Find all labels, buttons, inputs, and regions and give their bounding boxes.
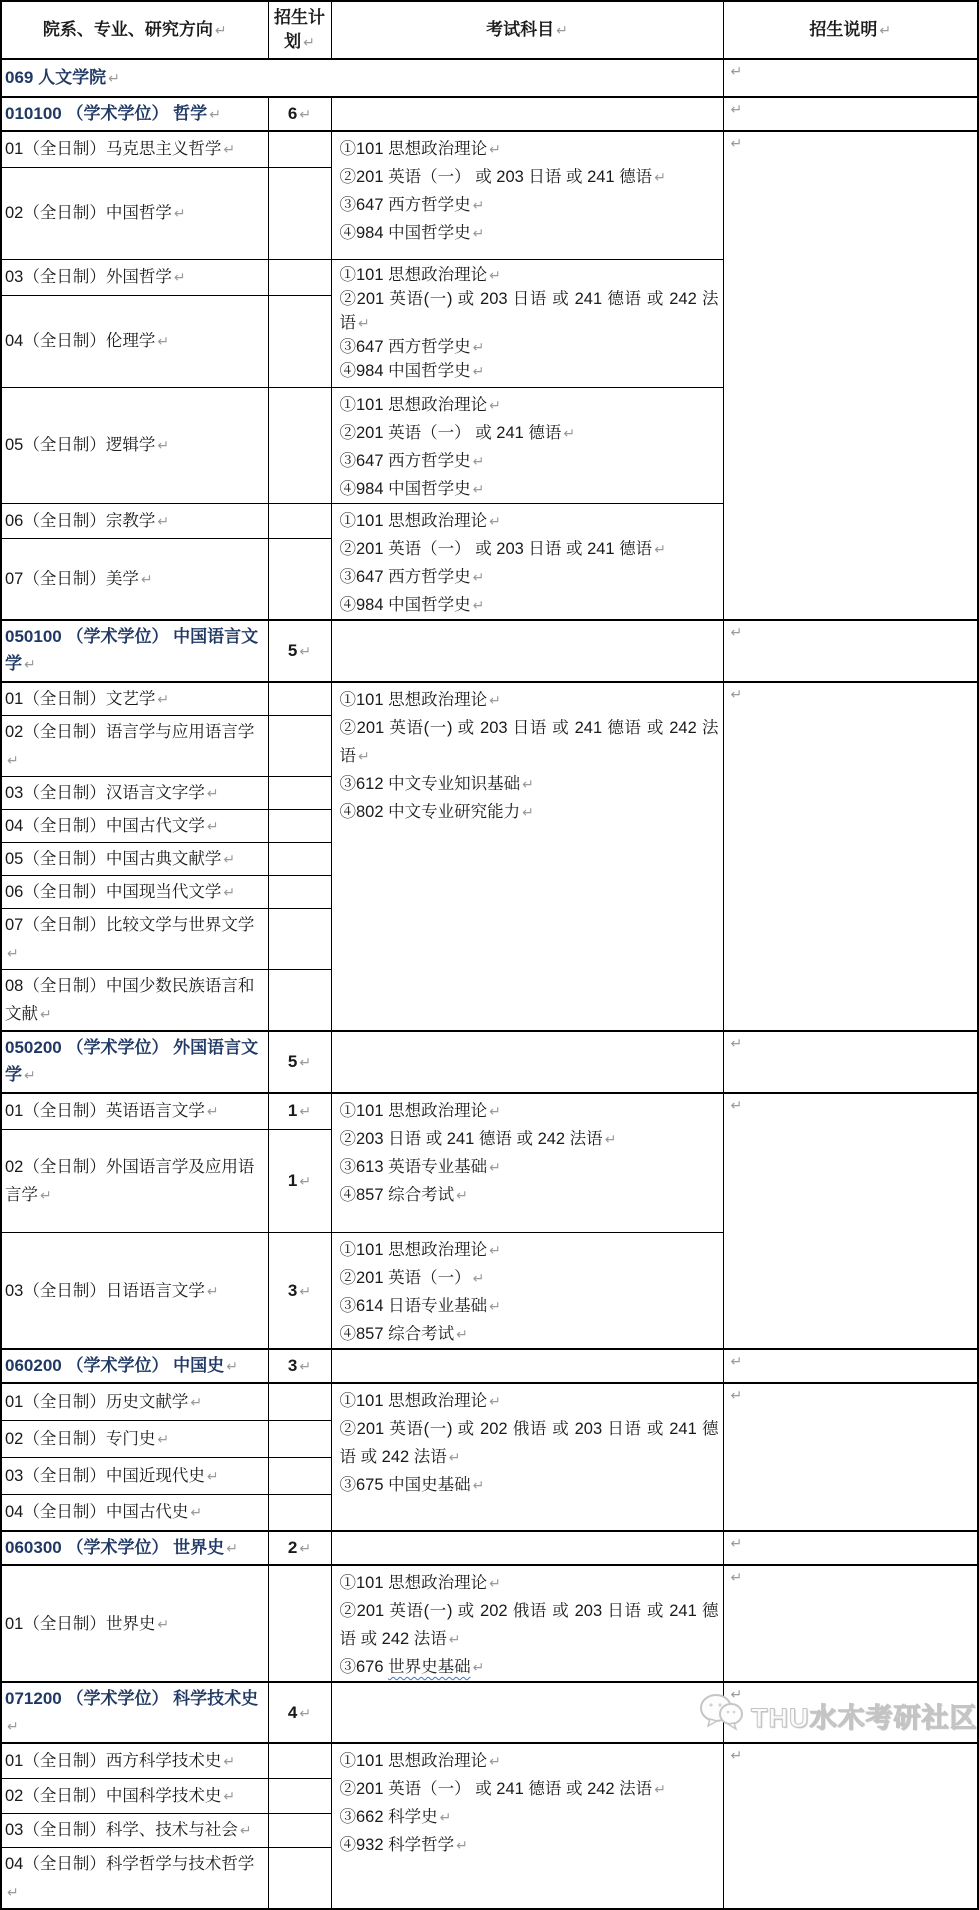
program-row bbox=[1, 97, 978, 131]
exam-line: ③613 英语专业基础 ↵ bbox=[339, 1157, 501, 1176]
exam-line: ①101 思想政治理论 ↵ bbox=[339, 690, 501, 709]
direction-quota bbox=[268, 131, 331, 167]
direction-quota bbox=[268, 259, 331, 295]
note-cell: ↵ bbox=[723, 1531, 978, 1565]
direction-quota bbox=[268, 842, 331, 875]
exam-empty-cell bbox=[331, 1531, 723, 1565]
note-cell: ↵ bbox=[723, 1349, 978, 1383]
exam-line: ②201 英语（一） ↵ bbox=[339, 1269, 485, 1287]
exam-line: ④984 中国哲学史 ↵ bbox=[339, 595, 485, 614]
exam-empty-cell bbox=[331, 620, 723, 682]
direction-label: 08（全日制）中国少数民族语言和文献 ↵ bbox=[1, 969, 268, 1031]
exam-subjects-cell bbox=[331, 387, 723, 503]
direction-label: 02（全日制）中国科学技术史 ↵ bbox=[1, 1778, 268, 1813]
exam-subjects-cell bbox=[331, 682, 723, 1031]
direction-label: 02（全日制）中国哲学 ↵ bbox=[1, 167, 268, 259]
direction-label: 01（全日制）文艺学 ↵ bbox=[1, 682, 268, 716]
direction-quota bbox=[268, 538, 331, 619]
pilcrow-mark: ↵ bbox=[303, 34, 315, 50]
note-cell: ↵ bbox=[723, 131, 978, 620]
exam-subjects-cell bbox=[331, 131, 723, 259]
direction-label: 02（全日制）语言学与应用语言学↵ bbox=[1, 715, 268, 776]
exam-line: ①101 思想政治理论 ↵ bbox=[339, 511, 501, 530]
header-admission-notes: 招生说明 ↵ bbox=[723, 1, 978, 59]
exam-subjects-cell bbox=[331, 1093, 723, 1233]
direction-label: 03（全日制）汉语言文字学 ↵ bbox=[1, 776, 268, 809]
program-label: 060200 （学术学位） 中国史 ↵ bbox=[1, 1349, 268, 1383]
exam-subjects-cell bbox=[331, 259, 723, 387]
direction-label: 04（全日制）科学哲学与技术哲学↵ bbox=[1, 1847, 268, 1909]
note-cell: ↵ bbox=[723, 1743, 978, 1909]
note-cell: ↵ bbox=[723, 682, 978, 1031]
note-cell: ↵ bbox=[723, 620, 978, 682]
direction-quota bbox=[268, 1813, 331, 1847]
direction-quota bbox=[268, 1778, 331, 1813]
exam-line: ①101 思想政治理论 ↵ bbox=[339, 395, 501, 414]
spellcheck-underline: 世界史基础 bbox=[388, 1658, 471, 1676]
direction-quota bbox=[268, 809, 331, 842]
program-quota: 5 ↵ bbox=[268, 1031, 331, 1093]
exam-line: ①101 思想政治理论 ↵ bbox=[339, 265, 501, 284]
exam-line: ③675 中国史基础 ↵ bbox=[339, 1476, 485, 1494]
exam-line: ③614 日语专业基础 ↵ bbox=[339, 1297, 501, 1315]
program-quota: 3 ↵ bbox=[268, 1349, 331, 1383]
direction-row bbox=[1, 1383, 978, 1420]
exam-line: ④984 中国哲学史 ↵ bbox=[339, 361, 485, 380]
program-row bbox=[1, 1682, 978, 1743]
direction-quota bbox=[268, 875, 331, 908]
exam-subjects-cell bbox=[331, 1743, 723, 1909]
direction-label: 05（全日制）中国古典文献学 ↵ bbox=[1, 842, 268, 875]
direction-quota bbox=[268, 715, 331, 776]
direction-row bbox=[1, 682, 978, 716]
direction-row bbox=[1, 1093, 978, 1130]
exam-line: ③647 西方哲学史 ↵ bbox=[339, 196, 485, 214]
exam-subjects-cell bbox=[331, 1233, 723, 1350]
program-row bbox=[1, 1531, 978, 1565]
exam-line: ④802 中文专业研究能力 ↵ bbox=[339, 802, 534, 821]
direction-label: 07（全日制）美学 ↵ bbox=[1, 538, 268, 619]
direction-quota bbox=[268, 682, 331, 716]
program-row bbox=[1, 620, 978, 682]
exam-line: ②201 英语(一) 或 202 俄语 或 203 日语 或 241 德语 或 242 法语 ↵ bbox=[339, 1602, 719, 1648]
direction-quota bbox=[268, 1420, 331, 1457]
exam-line: ①101 思想政治理论 ↵ bbox=[339, 1101, 501, 1120]
exam-line: ②201 英语（一） 或 241 德语 ↵ bbox=[339, 423, 576, 442]
note-cell: ↵ bbox=[723, 1093, 978, 1350]
table-header-row bbox=[1, 1, 978, 59]
direction-quota bbox=[268, 1383, 331, 1420]
exam-line: ②201 英语（一） 或 203 日语 或 241 德语 ↵ bbox=[339, 168, 666, 186]
exam-empty-cell bbox=[331, 1349, 723, 1383]
program-quota: 2 ↵ bbox=[268, 1531, 331, 1565]
exam-subjects-cell bbox=[331, 503, 723, 620]
note-cell: ↵ bbox=[723, 1383, 978, 1531]
direction-label: 03（全日制）日语语言文学 ↵ bbox=[1, 1233, 268, 1350]
exam-line: ③676 世界史基础 ↵ bbox=[339, 1658, 485, 1676]
direction-quota bbox=[268, 1457, 331, 1494]
direction-label: 01（全日制）英语语言文学 ↵ bbox=[1, 1093, 268, 1130]
exam-line: ③647 西方哲学史 ↵ bbox=[339, 337, 485, 356]
direction-quota bbox=[268, 1847, 331, 1909]
direction-label: 04（全日制）伦理学 ↵ bbox=[1, 295, 268, 387]
program-label: 050100 （学术学位） 中国语言文学 ↵ bbox=[1, 620, 268, 682]
college-row bbox=[1, 59, 978, 97]
exam-line: ④857 综合考试 ↵ bbox=[339, 1325, 468, 1343]
direction-quota bbox=[268, 908, 331, 969]
direction-quota bbox=[268, 1565, 331, 1682]
direction-quota bbox=[268, 387, 331, 503]
exam-line: ③612 中文专业知识基础 ↵ bbox=[339, 774, 534, 793]
watermark-text: THU水木考研社区 bbox=[751, 1703, 978, 1733]
exam-line: ④857 综合考试 ↵ bbox=[339, 1185, 468, 1204]
header-quota: 招生计划 ↵ bbox=[268, 1, 331, 59]
program-label: 010100 （学术学位） 哲学 ↵ bbox=[1, 97, 268, 131]
exam-line: ②203 日语 或 241 德语 或 242 法语 ↵ bbox=[339, 1129, 617, 1148]
exam-line: ②201 英语(一) 或 203 日语 或 241 德语 或 242 法语 ↵ bbox=[339, 289, 719, 332]
exam-line: ③647 西方哲学史 ↵ bbox=[339, 451, 485, 470]
exam-line: ③662 科学史 ↵ bbox=[339, 1808, 452, 1826]
exam-line: ①101 思想政治理论 ↵ bbox=[339, 1574, 501, 1592]
exam-line: ④932 科学哲学 ↵ bbox=[339, 1836, 468, 1854]
direction-label: 01（全日制）历史文献学 ↵ bbox=[1, 1383, 268, 1420]
program-quota: 4 ↵ bbox=[268, 1682, 331, 1743]
note-cell: ↵ bbox=[723, 1682, 978, 1743]
pilcrow-mark: ↵ bbox=[879, 22, 892, 38]
program-label: 050200 （学术学位） 外国语言文学 ↵ bbox=[1, 1031, 268, 1093]
direction-label: 02（全日制）专门史 ↵ bbox=[1, 1420, 268, 1457]
pilcrow-mark: ↵ bbox=[214, 22, 227, 38]
note-cell: ↵ bbox=[723, 97, 978, 131]
header-department: 院系、专业、研究方向 ↵ bbox=[1, 1, 268, 59]
direction-label: 04（全日制）中国古代文学 ↵ bbox=[1, 809, 268, 842]
exam-line: ①101 思想政治理论 ↵ bbox=[339, 140, 501, 158]
direction-quota bbox=[268, 1494, 331, 1531]
direction-label: 06（全日制）宗教学 ↵ bbox=[1, 503, 268, 538]
pilcrow-mark: ↵ bbox=[556, 22, 568, 38]
exam-line: ①101 思想政治理论 ↵ bbox=[339, 1752, 501, 1770]
exam-line: ④984 中国哲学史 ↵ bbox=[339, 479, 485, 498]
direction-quota bbox=[268, 503, 331, 538]
direction-label: 05（全日制）逻辑学 ↵ bbox=[1, 387, 268, 503]
college-label: 069 人文学院 ↵ bbox=[1, 59, 723, 97]
program-quota: 6 ↵ bbox=[268, 97, 331, 131]
direction-row bbox=[1, 131, 978, 167]
exam-line: ②201 英语(一) 或 202 俄语 或 203 日语 或 241 德语 或 242 法语 ↵ bbox=[339, 1420, 719, 1466]
exam-line: ③647 西方哲学史 ↵ bbox=[339, 567, 485, 586]
direction-label: 01（全日制）西方科学技术史 ↵ bbox=[1, 1743, 268, 1778]
direction-label: 03（全日制）外国哲学 ↵ bbox=[1, 259, 268, 295]
exam-line: ②201 英语（一） 或 203 日语 或 241 德语 ↵ bbox=[339, 539, 666, 558]
exam-line: ①101 思想政治理论 ↵ bbox=[339, 1392, 501, 1410]
program-row bbox=[1, 1349, 978, 1383]
program-label: 060300 （学术学位） 世界史 ↵ bbox=[1, 1531, 268, 1565]
direction-quota bbox=[268, 776, 331, 809]
exam-line: ①101 思想政治理论 ↵ bbox=[339, 1241, 501, 1259]
program-label: 071200 （学术学位） 科学技术史↵ bbox=[1, 1682, 268, 1743]
direction-quota bbox=[268, 167, 331, 259]
header-exam-subjects: 考试科目 ↵ bbox=[331, 1, 723, 59]
direction-row bbox=[1, 1743, 978, 1778]
direction-quota bbox=[268, 295, 331, 387]
direction-label: 03（全日制）中国近现代史 ↵ bbox=[1, 1457, 268, 1494]
program-quota: 5 ↵ bbox=[268, 620, 331, 682]
program-row bbox=[1, 1031, 978, 1093]
direction-quota: 1 ↵ bbox=[268, 1093, 331, 1130]
direction-label: 02（全日制）外国语言学及应用语言学 ↵ bbox=[1, 1130, 268, 1233]
exam-line: ④984 中国哲学史 ↵ bbox=[339, 224, 485, 242]
direction-label: 01（全日制）世界史 ↵ bbox=[1, 1565, 268, 1682]
direction-quota: 1 ↵ bbox=[268, 1130, 331, 1233]
direction-label: 03（全日制）科学、技术与社会 ↵ bbox=[1, 1813, 268, 1847]
note-cell: ↵ bbox=[723, 1031, 978, 1093]
direction-label: 07（全日制）比较文学与世界文学↵ bbox=[1, 908, 268, 969]
exam-empty-cell bbox=[331, 1682, 723, 1743]
direction-label: 01（全日制）马克思主义哲学 ↵ bbox=[1, 131, 268, 167]
direction-quota bbox=[268, 969, 331, 1031]
exam-subjects-cell bbox=[331, 1383, 723, 1531]
direction-quota bbox=[268, 1743, 331, 1778]
direction-label: 04（全日制）中国古代史 ↵ bbox=[1, 1494, 268, 1531]
direction-row bbox=[1, 1565, 978, 1682]
exam-empty-cell bbox=[331, 97, 723, 131]
note-cell: ↵ bbox=[723, 1565, 978, 1682]
exam-subjects-cell bbox=[331, 1565, 723, 1682]
note-cell: ↵ bbox=[723, 59, 978, 97]
exam-line: ②201 英语（一） 或 241 德语 或 242 法语 ↵ bbox=[339, 1780, 666, 1798]
exam-empty-cell bbox=[331, 1031, 723, 1093]
direction-quota: 3 ↵ bbox=[268, 1233, 331, 1350]
direction-label: 06（全日制）中国现当代文学 ↵ bbox=[1, 875, 268, 908]
exam-line: ②201 英语(一) 或 203 日语 或 241 德语 或 242 法语 ↵ bbox=[339, 718, 719, 765]
